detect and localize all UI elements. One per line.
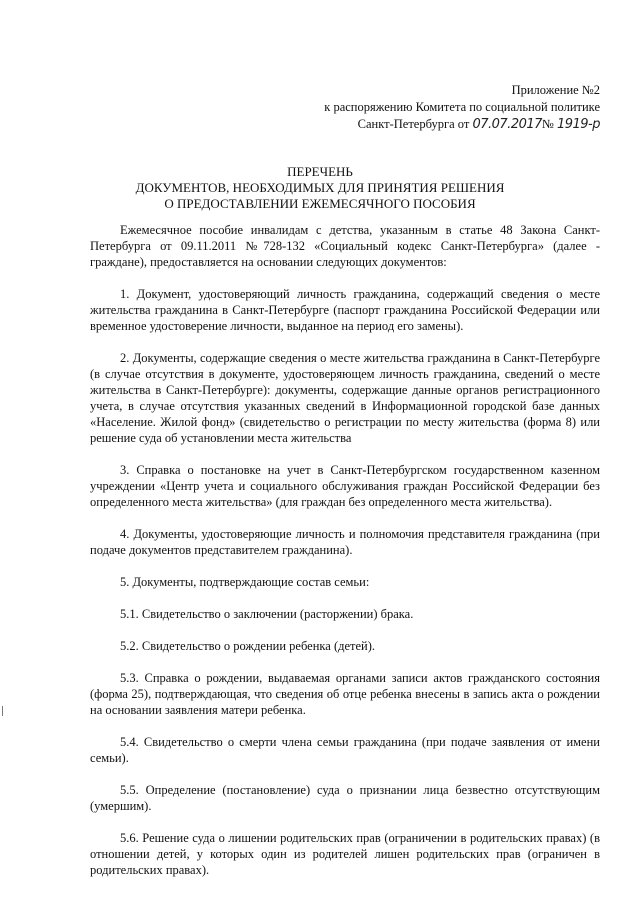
paragraph-intro: Ежемесячное пособие инвалидам с детства, указанным в статье 48 Закона Санкт-Петербурга от 09.11.2011 №728-132 «Социальный кодекс Санкт-Петербурга» (далее - граждане), предоставляется на основании следующих документов: — [90, 223, 600, 269]
title-line-3: О ПРЕДОСТАВЛЕНИИ ЕЖЕМЕСЯЧНОГО ПОСОБИЯ — [164, 196, 476, 211]
paragraph-5-5: 5.5. Определение (постановление) суда о признании лица безвестно отсутствующим (умершим). — [90, 783, 600, 813]
annex-label: Приложение №2 — [511, 83, 600, 97]
paragraph-5-2: 5.2. Свидетельство о рождении ребенка (детей). — [120, 639, 376, 653]
title-line-2: ДОКУМЕНТОВ, НЕОБХОДИМЫХ ДЛЯ ПРИНЯТИЯ РЕШЕНИЯ — [135, 180, 505, 195]
paragraph-3: 3. Справка о постановке на учет в Санкт-Петербургском государственном казенном учреждении «Центр учета и социального обслуживания граждан Российской Федерации без определенного места жительства» (для граждан без определенного места жительства). — [90, 463, 600, 509]
document-title — [90, 164, 550, 212]
paragraph-5-3: 5.3. Справка о рождении, выдаваемая органами записи актов гражданского состояния (форма 25), подтверждающая, что сведения об отце ребенка внесены в запись акта о рождении на основании заявления матери ребенка. — [90, 671, 600, 717]
annex-header — [240, 82, 600, 133]
document-body — [90, 222, 600, 878]
paragraph-5-6: 5.6. Решение суда о лишении родительских прав (ограничении в родительских правах) (в отношении детей, у которых один из родителей лишен родительских прав (ограничен в родительских правах). — [90, 831, 600, 877]
annex-number-sign: № — [541, 117, 554, 131]
scan-edge-mark — [2, 706, 3, 716]
paragraph-5-1: 5.1. Свидетельство о заключении (расторжении) брака. — [120, 607, 414, 621]
annex-city-prefix: Санкт-Петербурга от — [357, 117, 470, 131]
annex-date-line — [240, 116, 600, 133]
paragraph-2: 2. Документы, содержащие сведения о месте жительства гражданина в Санкт-Петербурге (в случае отсутствия в документе, удостоверяющем личность гражданина, сведений о месте жительства в Санкт-Петербурге): документы, содержащие данные органов регистрационного учета, в случае отсутствия указанных сведений в Информационной городской базе данных «Население. Жилой фонд» (свидетельство о регистрации по месту жительства (форма 8) или решение суда об установлении места жительства — [90, 351, 600, 445]
annex-reference: к распоряжению Комитета по социальной политике — [324, 100, 600, 114]
annex-number: 1919-р — [556, 117, 600, 132]
paragraph-5: 5. Документы, подтверждающие состав семьи: — [120, 575, 370, 589]
title-line-1: ПЕРЕЧЕНЬ — [287, 164, 353, 179]
annex-date: 07.07.2017 — [472, 117, 542, 132]
paragraph-1: 1. Документ, удостоверяющий личность гражданина, содержащий сведения о месте жительства гражданина в Санкт-Петербурге (паспорт гражданина Российской Федерации или временное удостоверение личности, выданное на период его замены). — [90, 287, 600, 333]
paragraph-5-4: 5.4. Свидетельство о смерти члена семьи гражданина (при подаче заявления от имени семьи). — [90, 735, 600, 765]
paragraph-4: 4. Документы, удостоверяющие личность и полномочия представителя гражданина (при подаче документов представителем гражданина). — [90, 527, 600, 557]
